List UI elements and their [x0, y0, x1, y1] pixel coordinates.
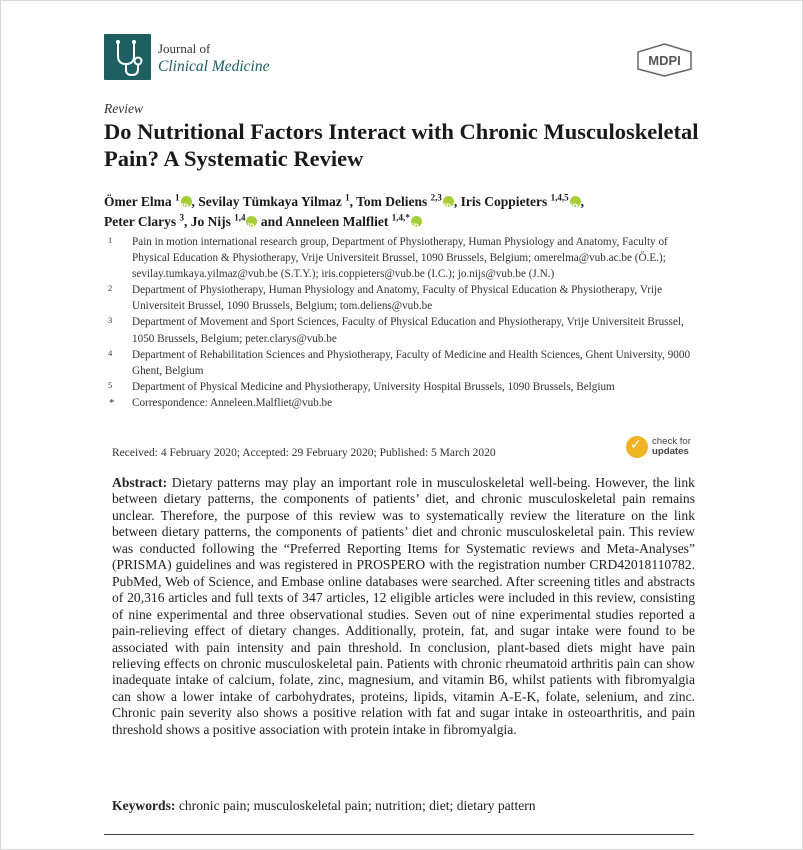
author-affiliation-marker: 2,3 — [430, 192, 442, 203]
orcid-icon[interactable] — [181, 196, 192, 207]
author-name[interactable]: Anneleen Malfliet — [285, 214, 389, 229]
affiliation-text: Correspondence: Anneleen.Malfliet@vub.be — [132, 396, 333, 409]
publisher-name: MDPI — [648, 53, 681, 68]
journal-name — [158, 40, 269, 76]
check-for-updates-icon: ✓ — [626, 436, 648, 458]
keywords-label: Keywords: — [112, 798, 176, 813]
article-title: Do Nutritional Factors Interact with Chronic Musculoskeletal Pain? A Systematic Review — [104, 119, 699, 171]
keywords-text: chronic pain; musculoskeletal pain; nutrition; diet; dietary pattern — [178, 798, 536, 813]
affiliation-item — [108, 234, 708, 282]
author-separator: , — [453, 194, 461, 209]
author-separator: , — [349, 194, 357, 209]
article-type: Review — [104, 101, 143, 116]
author-separator: and — [257, 214, 286, 229]
affiliation-number: * — [109, 396, 115, 409]
check-for-updates-badge[interactable] — [626, 436, 696, 462]
affiliation-text: Department of Movement and Sport Sciences, Faculty of Physical Education and Physiotherapy, Vrije Universiteit Brussel, 1050 Brussels, Belgium; peter.clarys@vub.be — [132, 316, 684, 345]
section-divider — [104, 834, 694, 835]
author-name[interactable]: Peter Clarys — [104, 214, 177, 229]
author-name[interactable]: Jo Nijs — [190, 214, 231, 229]
affiliation-text: Department of Rehabilitation Sciences and Physiotherapy, Faculty of Medicine and Health Sciences, Ghent University, 9000 Ghent, Belgium — [132, 348, 691, 377]
affiliation-text: Department of Physiotherapy, Human Physiology and Anatomy, Faculty of Physical Education & Physiotherapy, Vrije Universiteit Brussel, 1090 Brussels, Belgium; tom.deliens@vub.be — [132, 284, 663, 313]
publisher-logo — [636, 43, 693, 77]
author-list — [104, 192, 704, 232]
check-for-updates-line2: updates — [652, 446, 689, 457]
orcid-icon[interactable] — [570, 196, 581, 207]
orcid-icon[interactable] — [246, 216, 257, 227]
journal-logo-icon — [104, 34, 151, 80]
abstract-text: Dietary patterns may play an important role in musculoskeletal well-being. However, the link between dietary patterns, the components of patients’ diet, and chronic musculoskeletal pain remains unclear. Therefore, the purpose of this review was to systematically review the literature on the link between dietary patterns, the components of patients’ diet and chronic musculoskeletal pain. This review was conducted following the “Preferred Reporting Items for Systematic reviews and Meta-Analyses” (PRISMA) guidelines and was registered in PROSPERO with the registration number CRD42018110782. PubMed, Web of Science, and Embase online databases were searched. After screening titles and abstracts of 20,316 articles and full texts of 347 articles, 12 eligible articles were included in this review, consisting of nine experimental and three observational studies. Seven out of nine experimental studies reported a pain-relieving effect of dietary changes. Additionally, protein, fat, and sugar intake were found to be associated with pain intensity and pain threshold. In conclusion, plant-based diets might have pain relieving effects on chronic musculoskeletal pain. Patients with chronic rheumatoid arthritis pain can show inadequate intake of calcium, folate, zinc, magnesium, and vitamin B6, whilst patients with fibromyalgia can show a lower intake of carbohydrates, proteins, lipids, vitamin A-E-K, folate, selenium, and zinc. Chronic pain severity also shows a positive relation with fat and sugar intake in osteoarthritis, and pain threshold shows a positive association with protein intake in fibromyalgia. — [112, 475, 695, 737]
affiliation-number: 5 — [108, 379, 113, 390]
affiliation-number: 1 — [108, 235, 113, 245]
affiliation-item — [108, 395, 708, 411]
abstract — [112, 475, 695, 738]
affiliation-text: Pain in motion international research group, Department of Physiotherapy, Human Physiology and Anatomy, Faculty of Physical Education & Physiotherapy, Vrije Universiteit Brussel, 1090 Brussels, Belgium; omerelma@vub.ac.be (Ö.E.); sevilay.tumkaya.yilmaz@vub.be (S.T.Y.); iris.coppieters@vub.be (I.C.); jo.nijs@vub.be (J.N.) — [132, 236, 668, 281]
orcid-icon[interactable] — [443, 196, 454, 207]
check-for-updates-label — [652, 437, 691, 457]
author-name[interactable]: Iris Coppieters — [460, 194, 548, 209]
author-separator: , — [191, 194, 199, 209]
author-affiliation-marker: 1 — [345, 192, 350, 203]
affiliation-number: 3 — [108, 315, 113, 326]
keywords — [112, 798, 536, 814]
author-name[interactable]: Tom Deliens — [356, 194, 428, 209]
author-affiliation-marker: 1 — [175, 192, 180, 203]
journal-name-line2: Clinical Medicine — [158, 58, 270, 75]
author-affiliation-marker: 1,4 — [234, 212, 246, 223]
affiliation-text: Department of Physical Medicine and Physiotherapy, University Hospital Brussels, 1090 Brussels, Belgium — [132, 380, 615, 393]
journal-name-line1: Journal of — [158, 41, 211, 56]
affiliation-item — [108, 314, 708, 346]
check-for-updates-line1: check for — [652, 436, 691, 447]
author-affiliation-marker: 1,4,5 — [550, 192, 569, 203]
orcid-icon[interactable] — [411, 216, 422, 227]
author-affiliation-marker: 3 — [179, 212, 184, 223]
affiliation-number: 4 — [108, 347, 113, 358]
affiliation-item — [108, 347, 708, 379]
abstract-label: Abstract: — [112, 475, 168, 490]
author-separator: , — [580, 194, 585, 209]
publication-dates: Received: 4 February 2020; Accepted: 29 February 2020; Published: 5 March 2020 — [112, 447, 496, 459]
affiliation-number: 2 — [108, 283, 113, 294]
author-name[interactable]: Sevilay Tümkaya Yilmaz — [198, 194, 342, 209]
author-affiliation-marker: 1,4,* — [391, 212, 410, 223]
affiliation-item — [108, 282, 708, 314]
affiliation-item — [108, 379, 708, 395]
author-separator: , — [183, 214, 191, 229]
affiliation-list — [108, 234, 708, 411]
author-name[interactable]: Ömer Elma — [104, 194, 172, 209]
